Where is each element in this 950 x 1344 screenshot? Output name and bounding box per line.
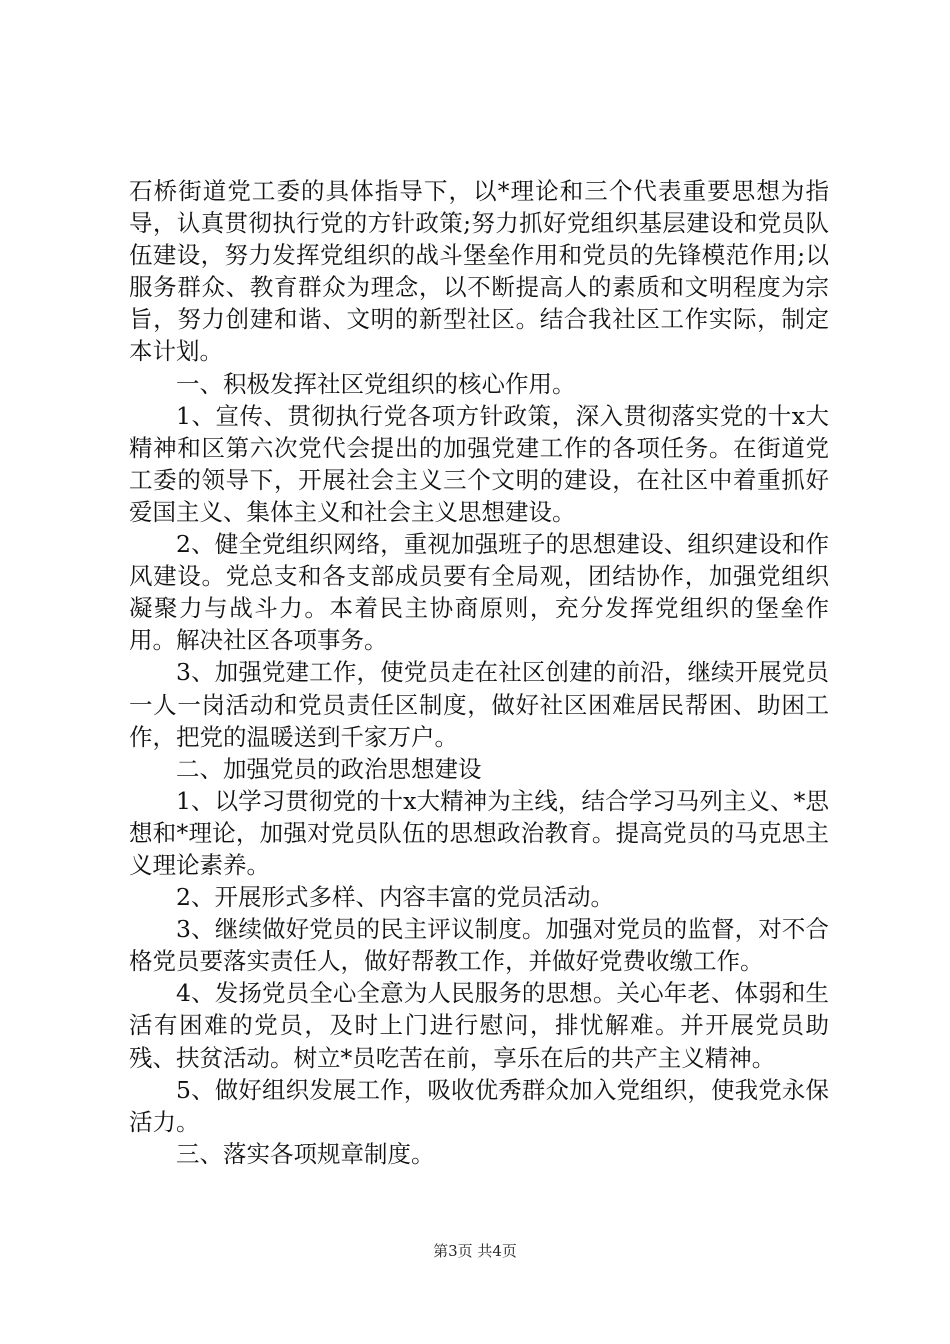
paragraph-2-1: 1、以学习贯彻党的十x大精神为主线，结合学习马列主义、*思想和*理论，加强对党员队伍的思想政治教育。提高党员的马克思主义理论素养。 (129, 786, 829, 879)
paragraph-1-1: 1、宣传、贯彻执行党各项方针政策，深入贯彻落实党的十x大精神和区第六次党代会提出的加强党建工作的各项任务。在街道党工委的领导下，开展社会主义三个文明的建设，在社区中着重抓好爱国主义、集体主义和社会主义思想建设。 (129, 401, 829, 526)
heading-section-1: 一、积极发挥社区党组织的核心作用。 (176, 369, 576, 398)
paragraph-2-2: 2、开展形式多样、内容丰富的党员活动。 (176, 883, 614, 912)
paragraph-intro: 石桥街道党工委的具体指导下，以*理论和三个代表重要思想为指导，认真贯彻执行党的方针政策;努力抓好党组织基层建设和党员队伍建设，努力发挥党组织的战斗堡垒作用和党员的先锋模范作用;以服务群众、教育群众为理念，以不断提高人的素质和文明程度为宗旨，努力创建和谐、文明的新型社区。结合我社区工作实际，制定本计划。 (129, 177, 829, 366)
paragraph-2-4: 4、发扬党员全心全意为人民服务的思想。关心年老、体弱和生活有困难的党员，及时上门进行慰问，排忧解难。并开展党员助残、扶贫活动。树立*员吃苦在前，享乐在后的共产主义精神。 (129, 979, 829, 1072)
heading-section-3: 三、落实各项规章制度。 (176, 1139, 435, 1168)
heading-section-2: 二、加强党员的政治思想建设 (176, 754, 482, 783)
page-number: 第3页 共4页 (433, 1242, 517, 1260)
document-body (129, 175, 829, 1170)
paragraph-1-2: 2、健全党组织网络，重视加强班子的思想建设、组织建设和作风建设。党总支和各支部成员要有全局观，团结协作，加强党组织凝聚力与战斗力。本着民主协商原则，充分发挥党组织的堡垒作用。解决社区各项事务。 (129, 530, 829, 655)
paragraph-2-5: 5、做好组织发展工作，吸收优秀群众加入党组织，使我党永保活力。 (129, 1075, 829, 1136)
paragraph-2-3: 3、继续做好党员的民主评议制度。加强对党员的监督，对不合格党员要落实责任人，做好帮教工作，并做好党费收缴工作。 (129, 915, 829, 976)
paragraph-1-3: 3、加强党建工作，使党员走在社区创建的前沿，继续开展党员一人一岗活动和党员责任区制度，做好社区困难居民帮困、助困工作，把党的温暖送到千家万户。 (129, 658, 829, 751)
